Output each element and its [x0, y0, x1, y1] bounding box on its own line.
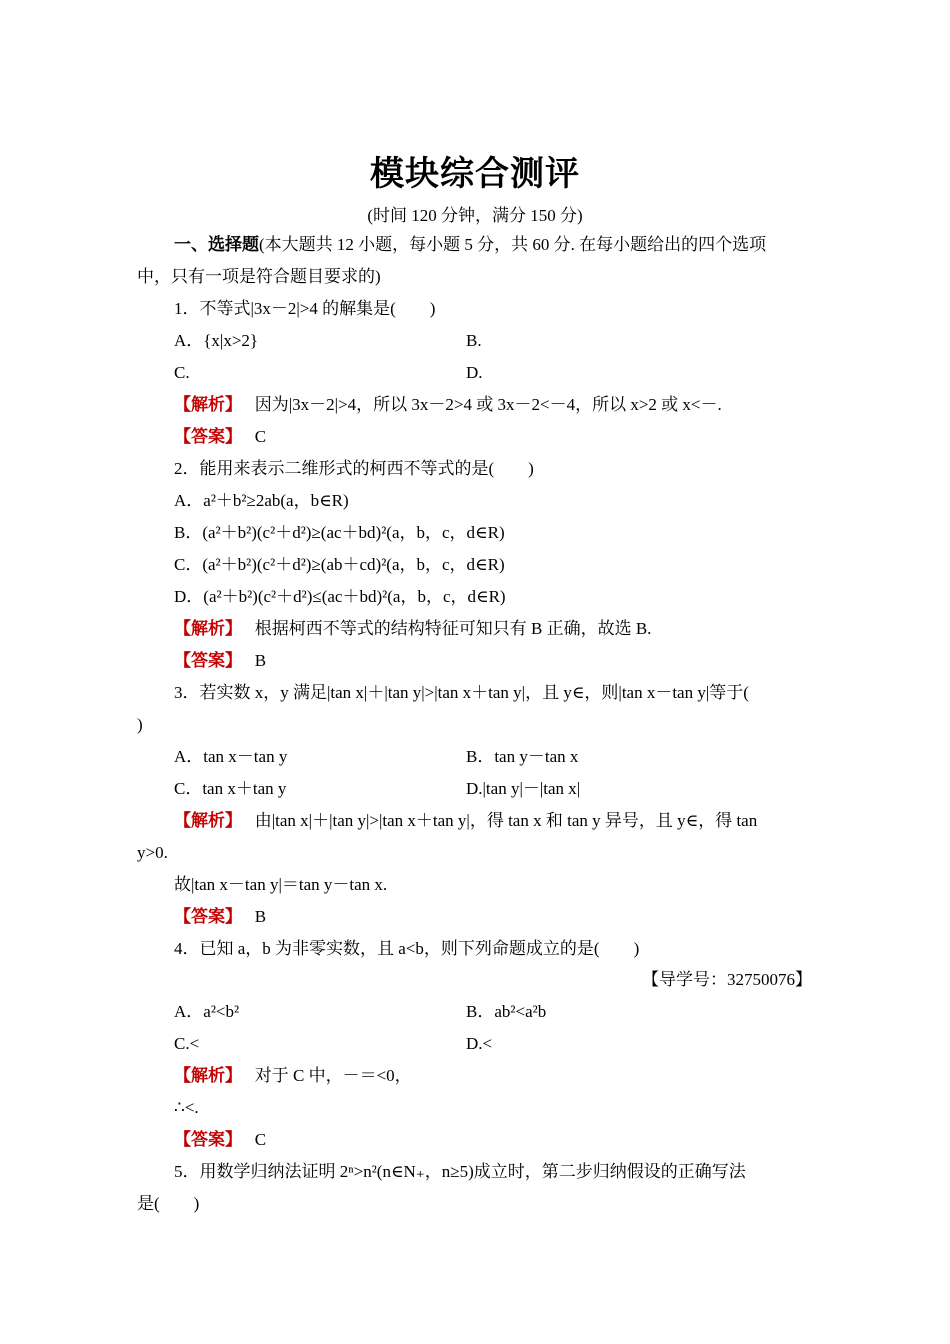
section-heading: 一、选择题: [174, 235, 259, 254]
q2-option-c: C．(a²＋b²)(c²＋d²)≥(ab＋cd)²(a，b，c，d∈R): [174, 555, 505, 574]
q3-stem-a: 3．若实数 x，y 满足|tan x|＋|tan y|>|tan x＋tan y|，且 y∈，则|tan x－tan y|等于(: [174, 683, 749, 702]
section-intro: [174, 234, 766, 256]
q1-analysis-text: 因为|3x－2|>4，所以 3x－2>4 或 3x－2<－4，所以 x>2 或 x<－.: [254, 395, 722, 414]
q3-analysis-b: y>0.: [137, 843, 168, 862]
q4-stem: 4．已知 a，b 为非零实数，且 a<b，则下列命题成立的是( ): [174, 939, 640, 958]
q5-stem-b: 是( ): [137, 1194, 200, 1213]
q2-analysis: [174, 618, 651, 640]
section-intro-b: 中，只有一项是符合题目要求的): [137, 267, 381, 286]
q4-analysis-a: 对于 C 中，－＝<0，: [254, 1066, 412, 1085]
q2-answer-text: B: [254, 651, 267, 670]
q3-option-d: D.|tan y|－|tan x|: [466, 779, 581, 798]
q3-option-a: A．tan x－tan y: [174, 747, 288, 766]
q1-option-a: A．{x|x>2}: [174, 331, 259, 350]
q1-answer: [174, 426, 266, 448]
q2-option-a: A．a²＋b²≥2ab(a，b∈R): [174, 491, 349, 510]
q2-option-b: B．(a²＋b²)(c²＋d²)≥(ac＋bd)²(a，b，c，d∈R): [174, 523, 505, 542]
q3-analysis-c: 故|tan x－tan y|＝tan y－tan x.: [174, 875, 388, 894]
q4-option-a: A．a²<b²: [174, 1002, 240, 1021]
analysis-label: 【解析】: [174, 1066, 242, 1085]
page-subtitle: (时间 120 分钟，满分 150 分): [367, 206, 583, 225]
q3-answer: [174, 906, 266, 928]
q1-stem: 1．不等式|3x－2|>4 的解集是( ): [174, 299, 436, 318]
q4-option-b: B．ab²<a²b: [466, 1002, 547, 1021]
q3-option-b: B．tan y－tan x: [466, 747, 579, 766]
analysis-label: 【解析】: [174, 619, 242, 638]
q4-guide-number: 【导学号：32750076】: [642, 970, 812, 989]
q4-answer: [174, 1129, 266, 1151]
q2-analysis-text: 根据柯西不等式的结构特征可知只有 B 正确，故选 B.: [254, 619, 652, 638]
q2-option-d: D．(a²＋b²)(c²＋d²)≤(ac＋bd)²(a，b，c，d∈R): [174, 587, 506, 606]
q3-option-c: C．tan x＋tan y: [174, 779, 287, 798]
q4-option-d: D.<: [466, 1034, 493, 1053]
section-intro-a: (本大题共 12 小题，每小题 5 分，共 60 分. 在每小题给出的四个选项: [259, 235, 767, 254]
q1-option-b: B.: [466, 331, 482, 350]
q4-answer-text: C: [254, 1130, 267, 1149]
q4-analysis: [174, 1065, 412, 1087]
q3-answer-text: B: [254, 907, 267, 926]
analysis-label: 【解析】: [174, 811, 242, 830]
q2-stem: 2．能用来表示二维形式的柯西不等式的是( ): [174, 459, 534, 478]
analysis-label: 【解析】: [174, 395, 242, 414]
q5-stem-a: 5．用数学归纳法证明 2ⁿ>n²(n∈N₊，n≥5)成立时，第二步归纳假设的正确写法: [174, 1162, 746, 1181]
q1-option-d: D.: [466, 363, 483, 382]
q3-analysis: [174, 810, 757, 832]
answer-label: 【答案】: [174, 427, 242, 446]
q4-option-c: C.<: [174, 1034, 200, 1053]
answer-label: 【答案】: [174, 1130, 242, 1149]
q3-analysis-a: 由|tan x|＋|tan y|>|tan x＋tan y|，得 tan x 和 tan y 异号，且 y∈，得 tan: [254, 811, 758, 830]
q1-analysis: [174, 394, 722, 416]
page-title: 模块综合测评: [370, 154, 580, 194]
answer-label: 【答案】: [174, 651, 242, 670]
q4-analysis-b: ∴<.: [174, 1098, 199, 1117]
q1-option-c: C.: [174, 363, 190, 382]
q2-answer: [174, 650, 266, 672]
q1-answer-text: C: [254, 427, 267, 446]
answer-label: 【答案】: [174, 907, 242, 926]
q3-stem-b: ): [137, 715, 143, 734]
